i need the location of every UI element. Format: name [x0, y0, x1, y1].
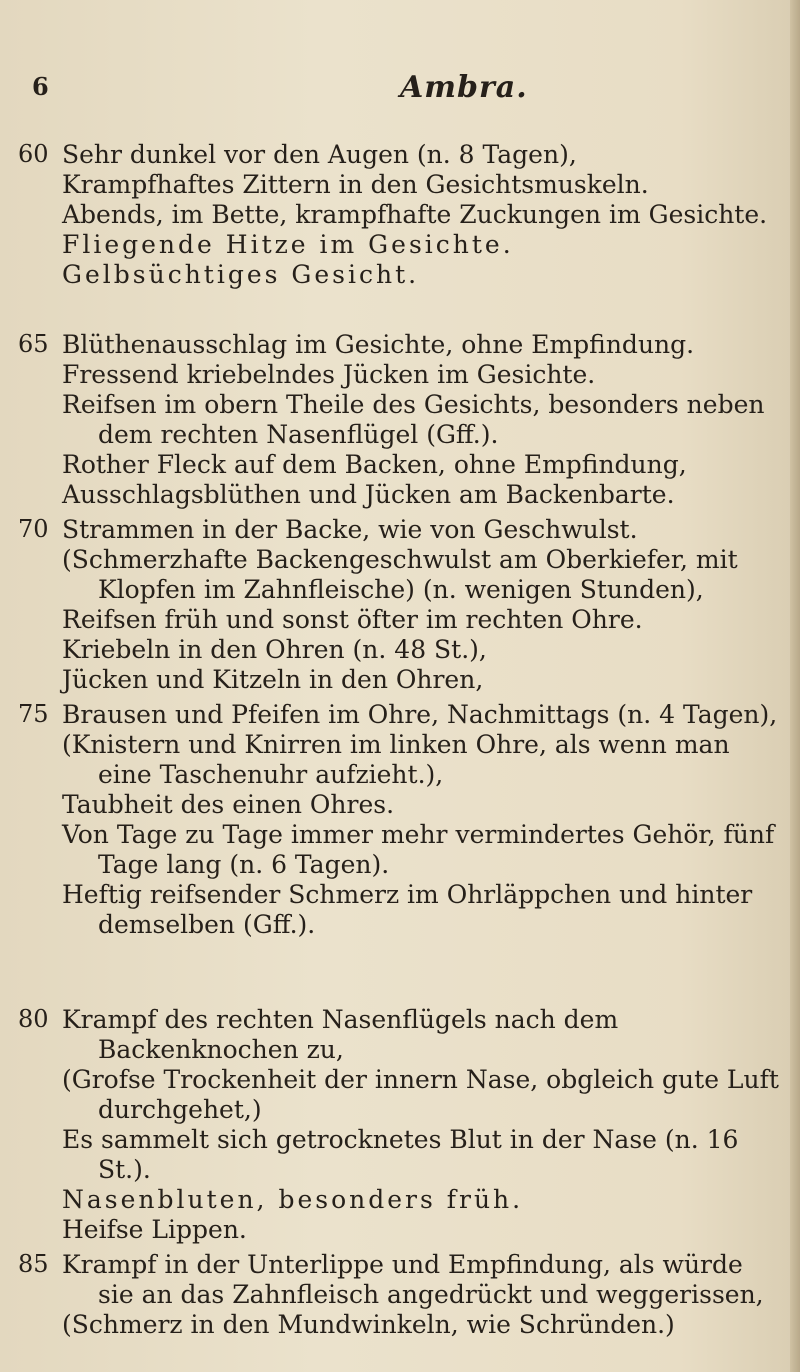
- line-number: 85: [18, 1250, 49, 1278]
- entry-line: Blüthenausschlag im Gesichte, ohne Empfindung.: [62, 330, 695, 359]
- line-number: 60: [18, 140, 49, 168]
- entry-line: Jücken und Kitzeln in den Ohren,: [62, 665, 484, 694]
- entry-line: (Schmerz in den Mundwinkeln, wie Schründen.): [62, 1310, 675, 1339]
- line-number: 75: [18, 700, 49, 728]
- entry-line: Abends, im Bette, krampfhafte Zuckungen im Gesichte.: [62, 200, 768, 229]
- entry-line: Ausschlagsblüthen und Jücken am Backenbarte.: [62, 480, 675, 509]
- line-number: 65: [18, 330, 49, 358]
- entry-line: Reifsen früh und sonst öfter im rechten Ohre.: [62, 605, 643, 634]
- entry-line: Heftig reifsender Schmerz im Ohrläppchen und hinter demselben (Gff.).: [62, 880, 753, 939]
- entry-line: Nasenbluten, besonders früh.: [62, 1185, 524, 1214]
- entry-line: Reifsen im obern Theile des Gesichts, besonders neben dem rechten Nasenflügel (Gff.).: [62, 390, 765, 449]
- entry-line: (Grofse Trockenheit der innern Nase, obgleich gute Luft durchgehet,): [62, 1065, 779, 1124]
- page-edge: [790, 0, 800, 1372]
- entry-line: Krampfhaftes Zittern in den Gesichtsmuskeln.: [62, 170, 649, 199]
- entry-list: [62, 700, 782, 940]
- entry-line: Brausen und Pfeifen im Ohre, Nachmittags (n. 4 Tagen),: [62, 700, 778, 729]
- entry-line: Es sammelt sich getrocknetes Blut in der Nase (n. 16 St.).: [62, 1125, 739, 1184]
- entry-line: Von Tage zu Tage immer mehr vermindertes Gehör, fünf Tage lang (n. 6 Tagen).: [62, 820, 775, 879]
- entry-line: Heifse Lippen.: [62, 1215, 247, 1244]
- entry-list: [62, 1005, 782, 1245]
- entry-line: Kriebeln in den Ohren (n. 48 St.),: [62, 635, 487, 664]
- entry-list: [62, 330, 782, 510]
- entry-line: Fressend kriebelndes Jücken im Gesichte.: [62, 360, 596, 389]
- entry-line: Gelbsüchtiges Gesicht.: [62, 260, 420, 289]
- entry-line: Krampf des rechten Nasenflügels nach dem Backenknochen zu,: [62, 1005, 619, 1064]
- entry-list: [62, 515, 782, 695]
- entry-list: [62, 1250, 782, 1340]
- running-title: Ambra.: [400, 70, 528, 105]
- entry-line: (Knistern und Knirren im linken Ohre, als wenn man eine Taschenuhr aufzieht.),: [62, 730, 730, 789]
- page-number: 6: [32, 72, 49, 101]
- entry-line: Strammen in der Backe, wie von Geschwulst.: [62, 515, 638, 544]
- entry-line: Sehr dunkel vor den Augen (n. 8 Tagen),: [62, 140, 577, 169]
- entry-line: Taubheit des einen Ohres.: [62, 790, 395, 819]
- entry-list: [62, 140, 782, 290]
- line-number: 70: [18, 515, 49, 543]
- entry-line: (Schmerzhafte Backengeschwulst am Oberkiefer, mit Klopfen im Zahnfleische) (n. wenigen Stunden),: [62, 545, 738, 604]
- entry-line: Krampf in der Unterlippe und Empfindung, als würde sie an das Zahnfleisch angedrückt und weggerissen,: [62, 1250, 764, 1309]
- entry-line: Rother Fleck auf dem Backen, ohne Empfindung,: [62, 450, 687, 479]
- entry-line: Fliegende Hitze im Gesichte.: [62, 230, 514, 259]
- line-number: 80: [18, 1005, 49, 1033]
